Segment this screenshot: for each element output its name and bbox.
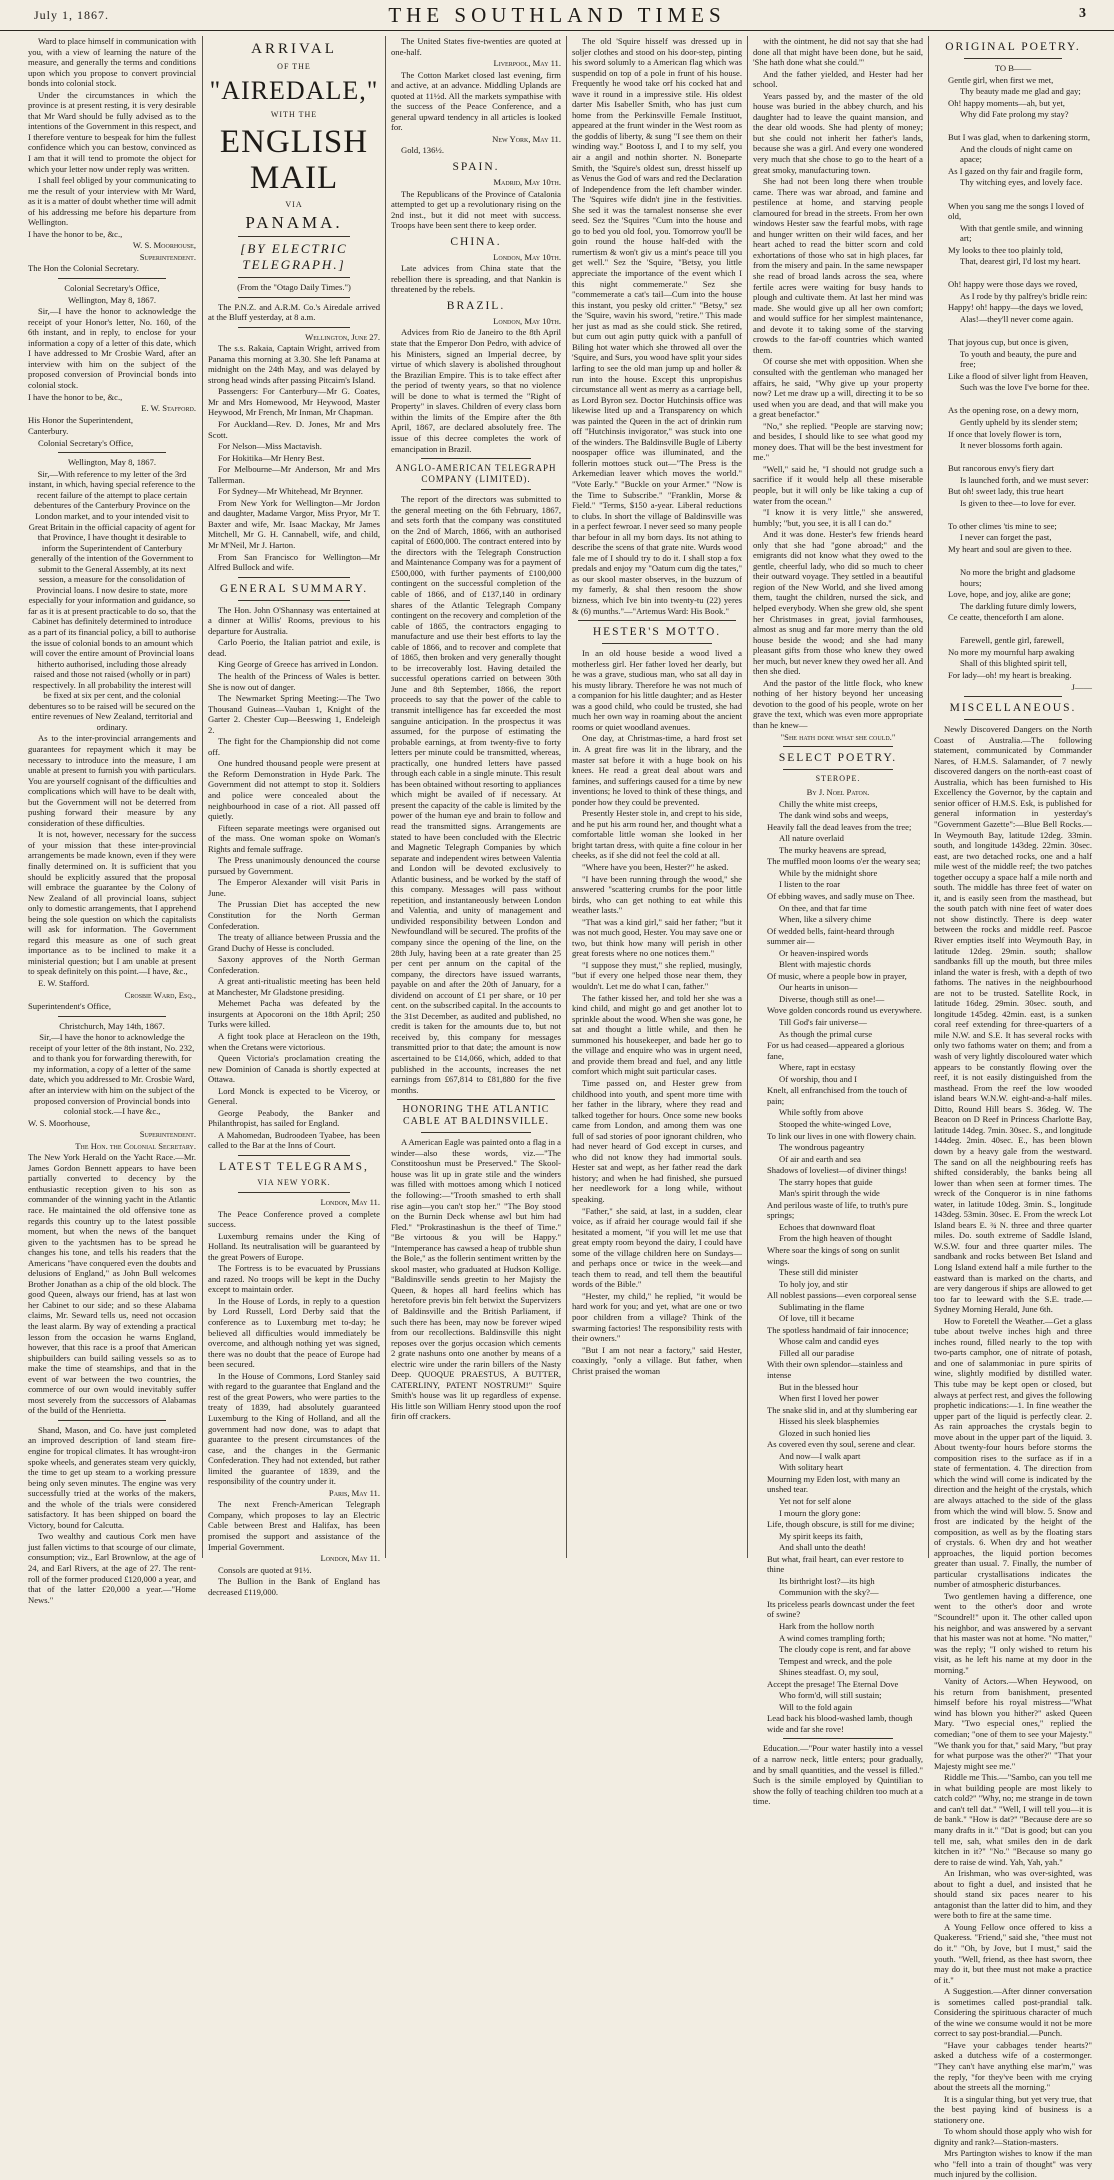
summary-item: A great anti-ritualistic meeting has been held at Manchester, Mr Gladstone presiding.	[208, 976, 380, 997]
china-heading: CHINA.	[450, 235, 502, 248]
paragraph: I have the honor to be, &c.,	[28, 228, 123, 239]
poem-line: My spirit keeps its faith,	[779, 1530, 863, 1541]
poem-line: The darkling future dimly lowers,	[960, 600, 1077, 611]
poem-line	[934, 326, 1092, 337]
poem-line: If once that lovely flower is torn,	[948, 428, 1062, 439]
summary-item: The Newmarket Spring Meeting:—The Two Thousand Guineas—Vauban 1, Knight of the Garter 2. Chester Cup—Beeswing 1, Endeleigh 2.	[208, 693, 380, 735]
poem-line: The starry hopes that guide	[779, 1176, 873, 1187]
poem-line: Whose calm and candid eyes	[779, 1336, 879, 1347]
story-paragraph: Of course she met with opposition. When she consulted with the gentleman who managed her affairs, he said, "Why give up your property now? Let me draw up a will, directing it to be so used when you are dead, and that will make you a great benefactor."	[753, 356, 923, 420]
five-twenties: The United States five-twenties are quoted at one-half.	[391, 36, 561, 57]
story-paragraph: "Father," she said, at last, in a sudden, clear voice, as if afraid her courage would fail if she hesitated a moment, "if you will let me use that great empty room beyond the dairy, I could have some of the village children here on Sundays—and perhaps once or twice in the week—and teach them to read, and tell them the beautiful words of the Bible."	[572, 1205, 742, 1290]
poem-line: No more the bright and gladsome hours;	[960, 567, 1076, 588]
column-rule	[928, 36, 929, 1558]
epitaph: "She hath done what she could."	[780, 731, 896, 742]
paragraph: Ward to place himself in communication with you, with a view of learning the nature of the measure, and generally the terms and conditions upon which you propose to convert provincial bonds into colonial stock.	[28, 36, 196, 89]
poem-line: Blent with majestic chords	[779, 959, 871, 970]
poem-line: As the opening rose, on a dewy morn,	[948, 405, 1079, 416]
miscellaneous-items	[934, 724, 1092, 2180]
misc-item: Mrs Partington wishes to know if the man who "fell into a train of thought" was very much injured by the collision.	[934, 2148, 1092, 2180]
poem-line: Of worship, thou and I	[779, 1073, 858, 1084]
poem-line: The dank wind sobs and weeps,	[779, 810, 889, 821]
airedale-heading: "AIREDALE,"	[209, 76, 379, 105]
poem-line	[934, 624, 1092, 635]
poem-line: I listen to the roar	[779, 879, 841, 890]
poem-line: No more my mournful harp awaking	[948, 646, 1075, 657]
poem-line: And shall unto the death!	[779, 1542, 866, 1553]
poem-line: Where soar the kings of song on sunlit wings.	[767, 1244, 900, 1266]
poem-line: But I was glad, when to darkening storm,	[948, 132, 1091, 143]
poem-line: All nature overlaid	[779, 833, 844, 844]
poem-line: Our hearts in unison—	[779, 982, 858, 993]
paragraph: Sir,—I have the honor to acknowledge the receipt of your Honor's letter, No. 160, of the 6th instant, and in reply, to enclose for your information a copy of a letter of this date, which I have addressed to Mr Crosbie Ward, after an interview with him on the subject of the proposed conversion of Provincial bonds into colonial stock.	[28, 306, 196, 390]
news-paragraph: From San Francisco for Wellington—Mr Alfred Bullock and wife.	[208, 551, 380, 573]
poem-line: Gently upheld by its slender stem;	[960, 416, 1078, 427]
poem-line: But in the blessed hour	[779, 1381, 859, 1392]
poem-line: From the high heaven of thought	[779, 1233, 892, 1244]
latest-telegrams-heading: LATEST TELEGRAMS,	[219, 1161, 369, 1174]
via-new-york: VIA NEW YORK.	[257, 1178, 331, 1188]
poem-line: Life, though obscure, is still for me divine;	[767, 1519, 915, 1530]
column-3-foreign-news	[391, 36, 561, 1556]
summary-item: The Prussian Diet has accepted the new Constitution for the North German Confederation.	[208, 899, 380, 931]
paragraph: Superintendent's Office,	[28, 1001, 112, 1012]
signature: E. W. Stafford.	[141, 403, 196, 414]
poem-line: To holy joy, and stir	[779, 1278, 848, 1289]
address-line: Sir,—With reference to my letter of the 3rd instant, in which, having special reference to the recent failure of the attempt to place certain debentures of the Canterbury Province on the London market, and to your intended visit to Great Britain in the official capacity of agent for that Province, I have thought it desirable to inform the Superintendent of Canterbury generally of the intention of the Government to submit to the General Assembly, at its next session, a measure for the consolidation of Provincial loans. I now desire to state, more especially for your information and guidance, so far as it is at present practicable to do so, that the Cabinet has definitely determined to introduce as a part of its financial policy, a bill to authorise the issue of colonial bonds to an amount which will cover the entire amount of Provincial loans hitherto authorised, including those already raised and those not raised (wholly or in part) respectively. In all probability the interest will be fixed at six per cent, and the colonial debentures so to be raised will be secured on the entire revenues of New Zealand, territorial and ordinary.	[28, 468, 196, 732]
poem-line: While softly from above	[779, 1107, 864, 1118]
spain-heading: SPAIN.	[452, 161, 500, 174]
select-poetry-heading: SELECT POETRY.	[778, 752, 898, 765]
poem-line: Shadows of loveliest—of diviner things!	[767, 1165, 907, 1176]
poem-line: Or heaven-inspired words	[779, 947, 869, 958]
poem-line: Diverse, though still as one!—	[779, 993, 885, 1004]
news-paragraph: For Hokitika—Mr Henry Best.	[218, 452, 325, 463]
address-line: Sir,—I have the honor to acknowledge the receipt of your letter of the 8th instant, No. 232, and to thank you for forwarding therewith, for my information, a copy of a letter of the same date, which you addressed to Mr. Crosbie Ward, after an interview with him on the subject of the proposed conversion of Provincial bonds into colonial stock.—I have &c.,	[29, 1032, 195, 1117]
poem-line: To other climes 'tis mine to see;	[948, 520, 1057, 531]
dateline: London, May 11.	[320, 1197, 380, 1208]
story-paragraph: And it was done. Hester's few friends heard only that she had "gone abroad;" and the emigrants did not know what they owed to the gentle, cheerful lady, who did so much to cheer their outward voyage. They settled in a beautiful region of the New World, and she lived among them, taught the children, nursed the sick, and helped everybody. When she grew old, she spent her Christmases in great, jovial farmhouses, almost as snug and far more merry than the old house beside the wood; and she had many pleasant gifts from those who knew they owed her much, but never knew they owed her all. And then she died.	[753, 529, 923, 677]
summary-item: The Hon. John O'Shannasy was entertained at a dinner at Willis' Rooms, previous to his departure for Australia.	[208, 604, 380, 636]
dateline: London, May 11.	[320, 1553, 380, 1564]
summary-item: The Press unanimously denounced the course pursued by Government.	[208, 855, 380, 876]
misc-item: A Young Fellow once offered to kiss a Quakeress. "Friend," said she, "thee must not do it." "Oh, by Jove, but I must," said the youth. "Well, friend, as thee hast sworn, thee may do it, but thee must not make a practice of it."	[934, 1921, 1092, 1985]
poem-line: Love, hope, and joy, alike are gone;	[948, 589, 1071, 600]
poem-signature: J——	[1071, 681, 1092, 692]
dateline: Liverpool, May 11.	[493, 58, 561, 69]
poem-line: And perilous waste of life, to truth's pure springs;	[767, 1199, 908, 1221]
poem-line: As covered even thy soul, serene and clear.	[767, 1439, 916, 1450]
poem-line: On thee, and that far time	[779, 902, 867, 913]
panama-heading: PANAMA.	[245, 213, 343, 232]
poem-line: A wind comes trampling forth;	[779, 1632, 885, 1643]
cotton-market: The Cotton Market closed last evening, firm and active, at an advance. Middling Uplands are quoted at 11½d. All the markets sympathise with the success of the Peace Conference, and a general upward tendency in all articles is looked for.	[391, 69, 561, 133]
masthead	[0, 0, 1114, 31]
poem-line: But rancorous envy's fiery dart	[948, 463, 1055, 474]
misc-item: How to Foretell the Weather.—Get a glass tube about twelve inches high and three inches round, filled nearly to the top with two-parts camphor, one of nitrate of potash, and one of salammoniac in pure spirits of wine, slightly modified by distilled water. This tube may be kept open or closed, but always at perfect rest, and gives the following prophetic indications:—1. In fine weather the upper part of the liquid is perfectly clear. 2. As rain approaches the crystals begin to move about in the upper part of the liquid. 3. About twenty-four hours before storms the composition rises to the surface as if in a state of fermentation. 4. The direction from which the wind will come is indicated by the direction and the height of the crystals, which are always attached to the side of the glass from which the wind will blow. 5. Snow and frost are indicated by the height of the composition, as well as by the floating stars of crystals. 6. When dry and hot weather approaches, the liquid portion becomes greater than usual. 7. Finally, the number of particular crystallisations indicates the number of atmospheric disturbances.	[934, 1315, 1092, 1590]
news-paragraph: For Auckland—Rev. D. Jones, Mr and Mrs Scott.	[208, 419, 380, 440]
poem-line: Who form'd, will still sustain;	[779, 1690, 882, 1701]
poem-line: To youth and beauty, the pure and free;	[960, 348, 1077, 370]
paragraph: As to the inter-provincial arrangements and guarantees for repayment which it may be necessary to introduce into the measure, I am unable at present to furnish you with particulars. You are yourself cognisant of the difficulties and complications which will have to be dealt with, but the Government will not be deterred from pushing forward their measure by any consideration of these difficulties.	[28, 733, 196, 828]
poem-line: Knelt, all enfranchised from the touch of pain;	[767, 1085, 908, 1106]
poem-line	[934, 121, 1092, 132]
poem-line: Of love, till it became	[779, 1313, 855, 1324]
newspaper-title: THE SOUTHLAND TIMES	[388, 3, 726, 27]
dateline: Paris, May 11.	[328, 1487, 380, 1498]
telegram-item: Luxemburg remains under the King of Holland. Its neutralisation will be guaranteed by the great Powers of Europe.	[208, 1230, 380, 1262]
poem-line: For us had ceased—appeared a glorious fane,	[767, 1040, 905, 1061]
poem-line: Is given to thee—to love for ever.	[960, 497, 1076, 508]
poem-line: Hark from the hollow north	[779, 1621, 874, 1632]
column-rule	[202, 36, 203, 1558]
story-paragraph: She had not been long there when trouble came. There was war abroad, and famine and pestilence at home, and starving people clamoured for bread in the streets. From her own windows Hester saw the fearful mobs, with rage and hunger written on their wild faces, and her heart ached to read the bitter scorn and cold exhortations of those who sat in high places, far from the misery and pain. In the same newspaper she read of broad lands across the sea, where fertile acres were waiting for busy hands to plough and cultivate them. At last her mind was made. She would give up all her own comfort; and would suffice for her simplest maintenance, and devote it to taking some of the starving crowds to the far-off countries which wanted them.	[753, 176, 923, 355]
dateline: London, May 10th.	[493, 251, 561, 262]
poem-line: Gentle girl, when first we met,	[948, 74, 1054, 85]
miscellaneous-heading: MISCELLANEOUS.	[949, 702, 1077, 715]
address-line: Christchurch, May 14th, 1867.	[59, 1020, 165, 1031]
spain-news: The Republicans of the Province of Catalonia attempted to get up a revolutionary rising on the 2nd inst., but it did not meet with success. Troops have been sent there to keep order.	[391, 188, 561, 231]
lead-paragraph: The P.N.Z. and A.R.M. Co.'s Airedale arrived at the Bluff yesterday, at 8 a.m.	[208, 301, 380, 323]
anglo-american-report: The report of the directors was submitted to the general meeting on the 6th February, 1867, and sets forth that the company was constituted on the 2nd of March, 1866, with an authorised capital of £600,000. The contract entered into by the directors with the Telegraph Construction and Maintenance Company was for a payment of £500,000, with further payments of £100,000 contingent on the successful completion of the cable of 1866, and of £137,140 in ordinary shares of the Atlantic Telegraph Company contingent on the recovery and completion of the cable of 1865, the contractors engaging to manufacture and use their best efforts to lay the cable of 1866, and to recover and complete that of 1865, then broken and very generally thought to be irrecoverably lost. Having detailed the successful operations carried on between 30th June and 8th September, 1866, the report proceeds to say that the power of the cable to transmit intelligence has far exceeded the most sanguine anticipation. In the prospectus it was assumed, for the purpose of estimating the probable earnings, at from twenty-five to forty letters per minute could be transmitted, whereas, practically, one hundred letters have passed through each cable in a single minute. This result has been obtained without resorting to appliances which might be availed of if necessary. At present the capacity of the cable is limited by the power of the human eye and brain to follow and read the transmitted signs. Arrangements are stated to have been concluded with the Electric and Magnetic Telegraph Companies by which separate and independent wires between Valentia and London will be devoted exclusively to Atlantic business, and be worked by the staff of this company. Messages will pass without repetition, and instantaneously between London and Valentia, and unity of management and undivided responsibility between London and Newfoundland will be secured. The profits of the company since the opening of the line, on the 28th July, having been at a rate greater than 25 per cent per annum on the capital of the company, the directors have issued warrants, payable on and after the 20th of January, for a dividend on account of £1 per share, or 10 per cent. on the subscribed capital. In the accounts to the 31st December, as audited and published, no credit is taken for the amounts due to, but not received by, this company for messages transmitted prior to that date; the amount is now ascertained to be £14,066, which, added to that published in the accounts, increases the net earnings from £67,814 to £81,880 for the five months.	[391, 494, 561, 1095]
page-number: 3	[1079, 6, 1086, 21]
story-paragraph: "But I am not near a factory," said Hester, coaxingly, "only a village. But father, when Christ praised the woman	[572, 1344, 742, 1376]
poem-line: Thy witching eyes, and lovely face.	[960, 177, 1083, 188]
telegram-item: The Peace Conference proved a complete success.	[208, 1208, 380, 1230]
story-paragraph: The father kissed her, and told her she was a kind child, and might go and get another lot to sprinkle about the wood. When she was gone, he sat and thought a little while, and then he summoned his housekeeper, and bade her go to the village and enquire who was in urgent need, and provide them bread and fuel, and any little comfort which might suit particular cases.	[572, 992, 742, 1077]
news-paragraph: For Sydney—Mr Whitehead, Mr Brynner.	[218, 486, 363, 497]
general-summary-heading: GENERAL SUMMARY.	[219, 582, 369, 595]
poem-line: Communion with the sky?—	[779, 1587, 879, 1598]
paragraph: I have the honor to be, &c.,	[28, 391, 123, 402]
poem-line: With solitary heart	[779, 1462, 844, 1473]
poem-title: STEROPE.	[815, 774, 861, 784]
poem-line: When you sang me the songs I loved of old,	[948, 200, 1085, 222]
story-paragraph: Time passed on, and Hester grew from childhood into youth, and spent more time with her father in the library, where they read and talked together for hours. Once some new books came from London, and among them was one full of sad stories of poor ignorant children, who had never heard of God except in curses, and who did not know they had immortal souls. Hester sat and wept, as her father read the dark history; and when he had finished, she pursued her needlework for a long while, without speaking.	[572, 1077, 742, 1204]
poem-line: Its birthright lost?—its high	[779, 1575, 875, 1586]
poem-line: I mourn the glory gone:	[779, 1507, 861, 1518]
summary-item: George Peabody, the Banker and Philanthropist, has sailed for England.	[208, 1107, 380, 1129]
poem-line: The cloudy cope is rent, and far above	[779, 1644, 911, 1655]
poem-line: Of air and earth and sea	[779, 1153, 861, 1164]
honoring-cable-text: A American Eagle was painted onto a flag in a winder—also these words, viz.—"The Constitooshun must be Preserved." The Skool-house was lit up in grate stile and the winders was filled with mottoes among which I noticed the following:—"Trooth smashed to erth shall rise agin—you can't stop her." "The Boy stood on the Burnin Deck whense awl but him had Fled." "Prokrastinashun is the theef of Time." "Be virtoous & you will be Happy." "Intemperance has cawsed a heap of trubble shun the Bole," as the follerin sentiment written by the skool master, who graduated at Hudson Kollige. "Baldinsville sends greetin to her Majisty the Queen, & hopes all hard feelins which has heretofore previs bin felt betwixt the Supervizers of Baldinsville and the British Parliament, if such there has been, may now be forever wiped from our recollections. Baldinsville this night reposes over the gorjus occasion which cements 2 grate nashuns onto one another by means of a electric wire under the rarin billers of the Nasty Deep. QUOQUE PRAESTUS, A BUTTER, CATERLINY, PATENT NOSTRUM!" Squire Smith's house was lit up regardless of expense. His little son William Henry stood upon the roof firin off crackers.	[391, 1137, 561, 1422]
story-paragraph: One day, at Christmas-time, a hard frost set in. A great fire was lit in the library, and the master sat before it with a huge book on his knees. He read a great deal about wars and famines, and sufferings caused for a time by new inventions; he loved to think of these things, and ponder how they could be prevented.	[572, 733, 742, 807]
poem-line: All noblest passions—even corporeal sense	[767, 1290, 917, 1301]
source-credit: (From the "Otago Daily Times.")	[237, 282, 351, 292]
poem-line: Accept the presage! The Eternal Dove	[767, 1678, 899, 1689]
poem-line: The wondrous pageantry	[779, 1142, 865, 1153]
poem-line	[934, 509, 1092, 520]
summary-item: Queen Victoria's proclamation creating the new Dominion of Canada is shortly expected at Ottawa.	[208, 1053, 380, 1085]
misc-item: Newly Discovered Dangers on the North Coast of Australia.—The following statement, communicated by Commander Nares, of H.M.S. Salamander, of 7 newly discovered dangers on the north-east coast of Australia, which has been furnished to His Excellency the Governor, by the captain and senior officer of H.M.S. Esk, is published for general information in yesterday's "Government Gazette":—Blue Bell Rocks.—In Weymouth Bay, latitude 12deg. 33min. south, and longitude 143deg. 22min. 30sec. east, are two detached rocks, one and a half mile west of the middle reef; the two patches together occupy a space half a mile north and south. The middle has three feet of water on it, and is easily seen from the masthead, but the south patch with nine feet of water does not show distinctly. There is deep water between the rocks and middle reef. Pascoe River empties itself into Weymouth Bay, in latitude 12deg. 29min. south; shallow sandbanks fill up the mouth, but three miles inland the water is fresh, with a depth of two fathoms. The natives in the neighbourhood are not to be trusted. Satellite Rock, in latitude 16deg. 29min. 30sec. south, and longitude 145deg. 42min. east, is a sunken coral reef extending for three-quarters of a mile N.W. and S.E. It has several rocks with only two fathoms water on them; and from a wash of very lightly discoloured water which appears to be constantly flowing over the reef, it is not easily distinguished from the masthead. From the reef the low wooded island bears W.N.W. eight-and-a-half miles. Ditto, Round Hill bears S. 36deg. W. The Beacon on D Reef in Princess Charlotte Bay, latitude 14deg. 7min. 30sec. S., and longitude 144deg. 2min. 40sec. E., has been blown down by a heavy gale from the westward. The sand on all the neighbouring reefs has shifted considerably, the banks being all lower than when seen at former times. The wreck of the Conqueror is in nine fathoms water, in latitude 10deg. 3min. S., longitude 143deg. 53min. 30sec. E. From the wreck Lot Island bears E. ¾ N. three and three quarter miles. Do. south extreme of Saddle Island, W.S.W. four and three quarter miles. The sandbank and rocks between Bet Island and Long Island extend half a mile further to the eastward than is marked on the charts, and are very dangerous if ships are allowed to get too far to leeward with the S.E. trade.—Sydney Morning Herald, June 6th.	[934, 724, 1092, 1315]
poem-line: Glozed in such honied lies	[779, 1427, 871, 1438]
arrival-with-the: WITH THE	[270, 110, 318, 119]
news-paragraph: Passengers: For Canterbury—Mr G. Coates, Mr and Mrs Homewood, Mr Heywood, Master Heywood, Mr French, Mr Inman, Mr Chapman.	[208, 386, 380, 418]
poem-author: By J. Noel Paton.	[806, 787, 870, 798]
poem-line: The snake slid in, and at thy slumbering ear	[767, 1404, 918, 1415]
paragraph: His Honor the Superintendent,	[28, 414, 134, 425]
gold-quote: Gold, 136½.	[401, 145, 444, 156]
address-line: Wellington, May 8, 1867.	[67, 457, 157, 468]
poem-line: Its priceless pearls downcast under the feet of swine?	[767, 1598, 915, 1620]
poem-line: And the clouds of night came on apace;	[960, 143, 1073, 165]
to-b-poem	[934, 75, 1092, 681]
poem-line: And now—I walk apart	[779, 1450, 861, 1461]
arrival-via: VIA	[285, 200, 303, 209]
misc-item: It is a singular thing, but yet very true, that the best paying kind of business is a stationery one.	[934, 2093, 1092, 2125]
address-line: Wellington, May 8, 1867.	[67, 294, 157, 305]
poem-line: The spotless handmaid of fair innocence;	[767, 1324, 909, 1335]
poem-line: When, like a silvery chime	[779, 914, 872, 925]
issue-date: July 1, 1867.	[34, 8, 110, 22]
english-mail-heading: ENGLISH MAIL	[219, 124, 369, 196]
paragraph: It is not, however, necessary for the success of your mission that these inter-provincial arrangements be made known, even if they were finally determined on. It is sufficient that you should be explicitly assured that the proposal will embrace the guarantee by the Colony of New Zealand of all provincial loans, subject only to domestic arrangements, that I apprehend being the sole question on which the capitalists will ask for information. The Government regard this measure as one of such great importance as to be inclined to make it a ministerial question; but I am unable at present to speak definitely on this point.—I have, &c.,	[28, 829, 196, 977]
poem-line: Heavily fall the dead leaves from the tree;	[767, 821, 912, 832]
poem-line: Till God's fair universe—	[779, 1017, 867, 1028]
poem-line: Man's spirit through the wide	[779, 1188, 880, 1199]
story-paragraph: "Where have you been, Hester?" he asked.	[582, 862, 729, 873]
poem-line: Is launched forth, and we must sever:	[960, 474, 1089, 485]
paragraph: Under the circumstances in which the province is at present resting, it is very desirable that Mr Ward should be fully advised as to the intentions of the Government in this respect, and I therefore venture to bespeak for him the fullest confidence which you can bestow, convinced as I am that it will tend to promote the object for which your letter now under reply was written.	[28, 89, 196, 174]
column-6-miscellany	[934, 36, 1092, 2180]
poem-line: Echoes that downward float	[779, 1221, 876, 1232]
summary-item: One hundred thousand people were present at the Reform Demonstration in Hyde Park. The Government did not attempt to stop it. Soldiers and police were concealed about the neighbourhood in case of a riot. All passed off quietly.	[208, 758, 380, 822]
poem-line: I never can forget the past,	[960, 532, 1052, 543]
dateline: Madrid, May 10th.	[493, 177, 561, 188]
poem-line: For lady—oh! my heart is breaking.	[948, 669, 1072, 680]
misc-item: Riddle me This.—"Sambo, can you tell me in what building people are most likely to catch cold?" "Why, no; me strange in de town and can't tell dat." "Well, I will tell you—it is de bank." "How is dat?" "Because dere are so many drafts in it." "Dat is good; but can you tell me, sah, what smiles den in de dark kitchen in it?" "No." "Because so many go dere to raise de wind. Yah, Yah, yah."	[934, 1772, 1092, 1867]
misc-item: An Irishman, who was over-sighted, was about to fight a duel, and insisted that he should stand six paces nearer to his antagonist than the latter did to him, and they were both to fire at the same time.	[934, 1868, 1092, 1921]
misc-item: A Suggestion.—After dinner conversation is sometimes called post-prandial talk. Considering the spirituous character of much of the wine we consume would it not be more correct to say post-brandial.—Punch.	[934, 1986, 1092, 2039]
poem-line: Where, rapt in ecstasy	[779, 1062, 856, 1073]
paragraph: The Hon the Colonial Secretary.	[28, 263, 139, 274]
poem-line: Wove golden concords round us everywhere.	[767, 1005, 922, 1016]
poem-line: Hissed his sleek blasphemies	[779, 1416, 880, 1427]
poem-line: Mourning my Eden lost, with many an unshed tear.	[767, 1473, 900, 1495]
story-paragraph: "I have been running through the wood," she answered "scattering crumbs for the poor little birds, who can get nothing to eat while this weather lasts."	[572, 873, 742, 916]
general-summary	[208, 605, 380, 1151]
story-paragraph: "Well," said he, "I should not grudge such a sacrifice if it would help all these miserable people, but it will only be like taking a cup of water from the ocean."	[753, 463, 923, 506]
poem-line: Filled all our paradise	[779, 1347, 855, 1358]
column-4-stories	[572, 36, 742, 1556]
poem-line: Oh! happy moments—ah, but yet,	[948, 97, 1065, 108]
summary-item: The treaty of alliance between Prussia and the Grand Duchy of Hesse is concluded.	[208, 932, 380, 953]
telegram-item: In the House of Commons, Lord Stanley said with regard to the guarantee that England and the rest of the great Powers, who were parties to the treaty of 1839, had absolutely guaranteed Luxemburg to the King of Holland, and all the government had now done, was to adapt that guarantee to the present circumstances of the case, and the changes in the Germanic Confederation. They had not extended, but rather limited the guarantee of 1839, and the responsibility of the country under it.	[208, 1370, 380, 1487]
poem-line: The murky heavens are spread,	[779, 844, 887, 855]
poem-line: My looks to thee too plainly told,	[948, 244, 1063, 255]
paragraph: Two wealthy and cautious Cork men have just fallen victims to that scourge of our climate, consumption; viz., Earl Brownlow, at the age of 24, and Earl Rivers, at the age of 27. The rent-roll of the former produced £120,000 a year, and that of the latter £20,000 a year.—"Home News."	[28, 1531, 196, 1605]
column-1-letters	[28, 36, 196, 1605]
paragraph: The New York Herald on the Yacht Race.—Mr. James Gordon Bennett appears to have been partially converted to decency by the enthusiastic reception given to his son as commander of the winning yacht in the Atlantic race. He maintained the old offensive tone as regards this country up to the latest possible moment, but when the news of the banquet given to the yachtsmen has to be spread he changes his tone, and tells his readers that the Americans "have conquered even the doubts and delusions of England," as John Bull welcomes Brother Jonathan as a chip of the old block. The good Queen, always our friend, has at last won her Cabinet to our side; and so these Alabama claims, Mr. Seward tells us, need not occasion the least alarm. By way of extending a practical lesson from the occasion he warns England, however, that this race is a proof that American shipbuilders can build sailing vessels so as to make the time of steamships, and that in the event of war between the two countries, the commerce of our own would inevitably suffer most severely from the successors of Alabamas of the build of the Henrietta.	[28, 1152, 196, 1416]
misc-item: "Have your cabbages tender hearts?" asked a dutchess wife of a costermonger. "They can't have anything else mar'm," was the reply, "for they've been with me crying about the streets all the morning."	[934, 2039, 1092, 2093]
address-line: Colonial Secretary's Office,	[64, 283, 160, 294]
dateline: London, May 10th.	[493, 315, 561, 326]
poem-line: Ce ceatte, thenceforth I am alone.	[948, 612, 1064, 623]
poem-line: Happy! oh! happy—the days we loved,	[948, 302, 1084, 313]
poem-line: Tempest and wreck, and the pole	[779, 1655, 892, 1666]
poem-line: That, dearest girl, I'd lost my heart.	[960, 256, 1081, 267]
story-paragraph: "That was a kind girl," said her father; "but it was not much good, Hester. You may save one or two, but think how many will perish in other great forests where no one notices them."	[572, 916, 742, 959]
story-paragraph: And the father yielded, and Hester had her school.	[753, 68, 923, 90]
signature: W. S. Moorhouse,	[132, 240, 196, 251]
poem-line	[934, 189, 1092, 200]
summary-item: Saxony approves of the North German Confederation.	[208, 954, 380, 975]
misc-item: Vanity of Actors.—When Heywood, on his return from banishment, presented himself before his royal mistress—"What wind has blown you hither?" asked Queen Mary. "Two especial ones," replied the comedian; "one of them to see your Majesty." "We thank you for that," said Mary, "but pray for what purpose was the other?" "That your Majesty might see me."	[934, 1676, 1092, 1771]
poem-line: Lead back his blood-washed lamb, though wide and far she rove!	[767, 1713, 913, 1734]
bullion-telegram: The Bullion in the Bank of England has decreased £119,000.	[208, 1576, 380, 1597]
poem-line: Will to the fold again	[779, 1701, 853, 1712]
paragraph: Canterbury.	[28, 426, 69, 437]
poem-line: The muffled moon looms o'er the weary sea;	[767, 856, 921, 867]
poem-line	[934, 394, 1092, 405]
signature: Superintendent.	[139, 251, 196, 262]
consols-telegram: Consols are quoted at 91½.	[218, 1564, 312, 1575]
dateline: New York, May 11.	[492, 133, 561, 144]
poem-line: But oh! sweet lady, this true heart	[948, 486, 1064, 497]
artemus-ward-text: The old 'Squire hisself was dressed up in soljer clothes and stood on his door-step, pinting his sword solumly to a American flag which was suspendid on top of a pole in frunt of his house. Frequently he wood take orf his cocked hat and wave it round in a impressive stile. His oldest darter Mis Isabeller Smith, who has just cum home from the Perkinsville Female Instituot, appeared at the frunt winder in the West room as the goddis of liberty, & sung "I see them on their winding way." Bootoss I, and I to my self, you air a angil and nothin shorter. N. Boneparte Smith, the 'Squire's oldest sun, dresst hisself up as Venus the God of wars and red the Declaration of Independence from the left chamber winder. The 'Squires wife didn't jine in the festivities. She sed it was the tarnalest nonsense she ever seed. Sez the 'Squires "Cum into the house and go to bed you old fool, you. Tomorrow you'll be goin round the house half-ded with the rumertism & won't giv us a mint's peace till you get well." Sez the 'Squire, "Betsy, you little appreciate the importance of the event which I this night commemerate." Sez she "commemerate a cat's tail—Cum into the house this instant, you pesky old critter." "Betsy," sez the 'Squire, wavin his sword, "retire." This made her just as mad as she could stick. She retired, but cum out agin putty quick with a panfull of Biling hot water which she throwed all over the 'Squire, and Surs, you wood have split your sides larfing to see the old man jump up and holler & run into the house. Except this unpropishus circumstance all went as merry as a carriage bell, as Lord Byron sez. Doctor Hutchinsis office was likewise lited up and a Transparency on which was painted the Queen in the act of drinkin rum off "Hutchinsis invigorator," was stuck into one of the winders. The Baldinsville Bugle of Liberty noospaper office was illuminated, and the follerin mottoes stuck out—"The Press is the Arkemedian leaver which moves the world." "Vote Early." "Buckle on your Armer." "Now is the Time to Subscribe." "Franklin, Morse & Field." "Terms, $150 a-year. Liberal reductions to clubs. In short the village of Baldinsville was in a perfect fewroar. I never seed so many people thar befour in all my born days. Its not athing to describe the scens of that grate nite. Wurds wood fale me of I should try to do it. I shall stop a fox predals and enjoy my "Oatum cum dig the tates," as our skool master observes, in the buzzum of my famerly, & shal then resoom the show bizness, which Ive bin into twenty-tu (22) yeres & (6) munths."—"Artemus Ward: His Book."	[572, 36, 742, 616]
misc-item: To whom should those apply who wish for dignity and rank?—Station-masters.	[934, 2126, 1092, 2147]
story-paragraph: Presently Hester stole in, and crept to his side, and he put his arm round her, and thought what a comfortable little woman she looked in her bright tartan dress, with quite a fine colour in her cheeks, as if she did not feel the cold at all.	[572, 808, 742, 861]
paragraph: Colonial Secretary's Office,	[38, 437, 134, 448]
passenger-news	[208, 343, 380, 572]
poem-line: Alas!—they'll never come again.	[960, 314, 1074, 325]
column-5-story-poetry	[753, 36, 923, 1807]
brazil-news: Advices from Rio de Janeiro to the 8th April state that the Emperor Don Pedro, with advice of his Ministers, signed an Imperial decree, by virtue of which slavery is abolished throughout the Brazilian Empire. This is to take effect after the period of twenty years, so that no violence will be done to what is termed the "Right of Property" in slaves. Children of every class born within the limits of the Empire after the 8th April, 1867, are declared absolutely free. The issue of this decree completes the work of emancipation in Brazil.	[391, 327, 561, 454]
poem-line: With their own splendor—stainless and intense	[767, 1359, 903, 1380]
poem-line: Of wedded bells, faint-heard through summer air—	[767, 925, 895, 947]
paris-telegram: The next French-American Telegraph Company, which proposes to lay an Electric Cable between Brest and Halifax, has been promised the support and assistance of the Imperial Government.	[208, 1499, 380, 1552]
poem-line: With that gentle smile, and winning art;	[960, 222, 1083, 244]
column-2-mail-news	[208, 36, 380, 1597]
brazil-heading: BRAZIL.	[446, 299, 506, 312]
poem-line: As I rode by thy palfrey's bridle rein:	[960, 290, 1088, 301]
poem-line: Oh! happy were those days we roved,	[948, 279, 1078, 290]
poem-line: It never blossoms forth again.	[960, 440, 1063, 451]
telegram-item: In the House of Lords, in reply to a question by Lord Russell, Lord Derby said that the conference as to Luxemburg met to-day; he believed all difficulties would immediately be overcome, and although nothing yet was signed, there was no doubt that the peace of Europe had been secured.	[208, 1295, 380, 1370]
original-poetry-heading: ORIGINAL POETRY.	[945, 41, 1081, 53]
paragraph: W. S. Moorhouse,	[28, 1117, 90, 1128]
story-paragraph: "I know it is very little," she answered, humbly; "but, you see, it is all I can do."	[753, 507, 923, 528]
poem-line: Sublimating in the flame	[779, 1301, 865, 1312]
telegram-item: The Fortress is to be evacuated by Prussians and razed. No troops will be kept in the Duchy except to maintain order.	[208, 1263, 380, 1295]
anglo-american-heading: ANGLO-AMERICAN TELEGRAPH COMPANY (LIMITED).	[395, 463, 557, 485]
arrival-heading: ARRIVAL	[251, 41, 337, 57]
summary-item: A Mahomedan, Budroodeen Tyabee, has been called to the Bar at the Inns of Court.	[208, 1129, 380, 1151]
summary-item: The Emperor Alexander will visit Paris in June.	[208, 877, 380, 898]
news-paragraph: For Nelson—Miss Mactavish.	[218, 441, 322, 452]
paragraph: Shand, Mason, and Co. have just completed an improved description of land steam fire-engine for tropical climates. It has wrought-iron spoke wheels, and generates steam very quickly, the time to get up steam to a working pressure being only seven minutes. The engine was very successfully tried at the works of the makers, and the whole of the trials were considered satisfactory. It has been shipped on board the Victory, bound for Calcutta.	[28, 1424, 196, 1530]
signature: Crosbie Ward, Esq.,	[124, 989, 196, 1000]
poem-line: Such was the love I've borne for thee.	[960, 382, 1090, 393]
poem-line: That joyous cup, but once is given,	[948, 337, 1069, 348]
education-note: Education.—"Pour water hastily into a vessel of a narrow neck, little enters; pour gradually, and by small quantities, and the vessel is filled." Such is the simile employed by Quintilian to show the folly of teaching children too much at a time.	[753, 1743, 923, 1807]
poem-line: Farewell, gentle girl, farewell,	[960, 635, 1065, 646]
poem-line: Of ebbing waves, and sadly muse on Thee.	[767, 891, 915, 902]
poem-line: Shall of this blighted spirit tell,	[960, 658, 1067, 669]
poem-line	[934, 268, 1092, 279]
story-paragraph: "I suppose they must," she replied, musingly, "but if every one helped those near them, they wouldn't. Let me do what I can, father."	[572, 959, 742, 992]
column-rule	[566, 36, 567, 1558]
poem-line: Stooped the white-winged Love,	[779, 1118, 892, 1129]
poem-line: Why did Fate prolong my stay?	[960, 109, 1069, 120]
poem-line: These still did minister	[779, 1267, 859, 1278]
poem-line: Like a flood of silver light from Heaven,	[948, 370, 1088, 381]
summary-item: A fight took place at Heracleon on the 19th, when the Cretans were victorious.	[208, 1031, 380, 1052]
china-news: Late advices from China state that the rebellion there is spreading, and that Nankin is threatened by the rebels.	[391, 263, 561, 295]
story-paragraph: Years passed by, and the master of the old house was buried in the abbey church, and his daughter had to leave the quaint mansion, and the dear old woods. She had plenty of money; but she could not inherit her father's lands, because she was a girl. And every one wondered very much that she chose to go to the heart of a great smoky, manufacturing town.	[753, 90, 923, 175]
summary-item: Carlo Poerio, the Italian patriot and exile, is dead.	[208, 637, 380, 658]
poem-line: Chilly the white mist creeps,	[779, 798, 878, 809]
story-paragraph: And the pastor of the little flock, who knew nothing of her history beyond her unceasing devotion to the good of his people, wrote on her grave the text, which was even more appropriate than he knew—	[753, 677, 923, 730]
hesters-motto-story	[572, 648, 742, 1376]
column-rule	[385, 36, 386, 1558]
poem-line: To link our lives in one with flowery chain.	[767, 1130, 917, 1141]
story-paragraph: In an old house beside a wood lived a motherless girl. Her father loved her dearly, but he was a grave, studious man, who sat all day in his musty library. Therefore he was not much of a companion for his little daughter; and as Hester was a good child, who could be trusted, she had much her own way in roaming about the ancient rooms or quiet woodland avenues.	[572, 648, 742, 732]
hesters-motto-heading: HESTER'S MOTTO.	[592, 626, 722, 639]
summary-item: Mehemet Pacha was defeated by the insurgents at Apocoroni on the 18th April; 250 Turks were killed.	[208, 998, 380, 1030]
summary-item: King George of Greece has arrived in London.	[218, 659, 379, 670]
honoring-cable-heading: HONORING THE ATLANTIC CABLE AT BALDINSVILLE.	[402, 1104, 550, 1128]
story-paragraph: "Hester, my child," he replied, "it would be hard work for you; and yet, what are one or two poor children from a village? Think of the swarming factories! The responsibility rests with their owners."	[572, 1290, 742, 1344]
poem-line: But what, frail heart, can ever restore to thine	[767, 1553, 904, 1575]
poem-line	[934, 556, 1092, 567]
poem-line: Yet not for self alone	[779, 1496, 852, 1506]
misc-item: Two gentlemen having a difference, one went to the other's door and wrote "Scoundrel!" upon it. The other called upon his neighbor, and was answered by a servant that his master was not at home. "No matter," was the reply; "I only wished to return his visit, as he left his name at my door in the morning."	[934, 1590, 1092, 1675]
summary-item: Fifteen separate meetings were organised out of the mass. One woman spoke on Woman's Rights and female suffrage.	[208, 822, 380, 854]
arrival-of-the: OF THE	[277, 62, 311, 71]
summary-item: The health of the Princess of Wales is better. She is now out of danger.	[208, 670, 380, 692]
poem-line: When first I loved her power	[779, 1393, 879, 1404]
poem-line: As though the primal curse	[779, 1028, 873, 1039]
poem-dedication: TO B——	[994, 63, 1032, 73]
paragraph: E. W. Stafford.	[38, 978, 90, 989]
paragraph: I shall feel obliged by your communicating to me the result of your interview with Mr Ward, as it is a matter of doubt whether time will admit of his addressing me before his departure from Wellington.	[28, 175, 196, 228]
signature: Superintendent.	[139, 1129, 196, 1140]
column-rule	[747, 36, 748, 1558]
poem-line: Thy beauty made me glad and gay;	[960, 86, 1081, 97]
story-paragraph: with the ointment, he did not say that she had done all that might have been done, but he said, 'She hath done what she could.'"	[753, 36, 923, 68]
hesters-motto-continued	[753, 36, 923, 731]
news-paragraph: The s.s. Rakaia, Captain Wright, arrived from Panama this morning at 3.30. She left Panama at midnight on the 24th May, and was delayed by strong head winds after passing Pitcairn's Island.	[208, 343, 380, 385]
latest-telegrams	[208, 1209, 380, 1487]
news-paragraph: From New York for Wellington—Mr Jordon and daughter, Madame Vargor, Miss Pryor, Mr T. Baxter and wife, Mr. Isaac Mackay, Mr James Mitchell, Mr G. H. Cannabell, wife, and child, Mr M'Neil, Mr J. Harton.	[208, 497, 380, 551]
poem-line	[934, 452, 1092, 463]
dateline: Wellington, June 27.	[305, 331, 380, 342]
telegraph-heading: [BY ELECTRIC TELEGRAPH.]	[240, 241, 348, 272]
poem-line: Of music, where a people bow in prayer,	[767, 970, 907, 981]
poem-line: As I gazed on thy fair and fragile form,	[948, 165, 1083, 176]
sterope-poem	[753, 799, 923, 1735]
summary-item: Lord Monck is expected to be Viceroy, or General.	[208, 1085, 380, 1107]
poem-line: Shines steadfast. O, my soul,	[779, 1667, 879, 1678]
news-paragraph: For Melbourne—Mr Anderson, Mr and Mrs Tallerman.	[208, 464, 380, 485]
story-paragraph: "No," she replied. "People are starving now; and besides, I should like to see what good my money does. That will be the best investment for me."	[753, 420, 923, 463]
summary-item: The fight for the Championship did not come off.	[208, 736, 380, 757]
signature: The Hon. the Colonial Secretary.	[75, 1140, 196, 1151]
poem-line: While by the midnight shore	[779, 867, 878, 878]
poem-line: My heart and soul are given to thee.	[948, 543, 1072, 554]
